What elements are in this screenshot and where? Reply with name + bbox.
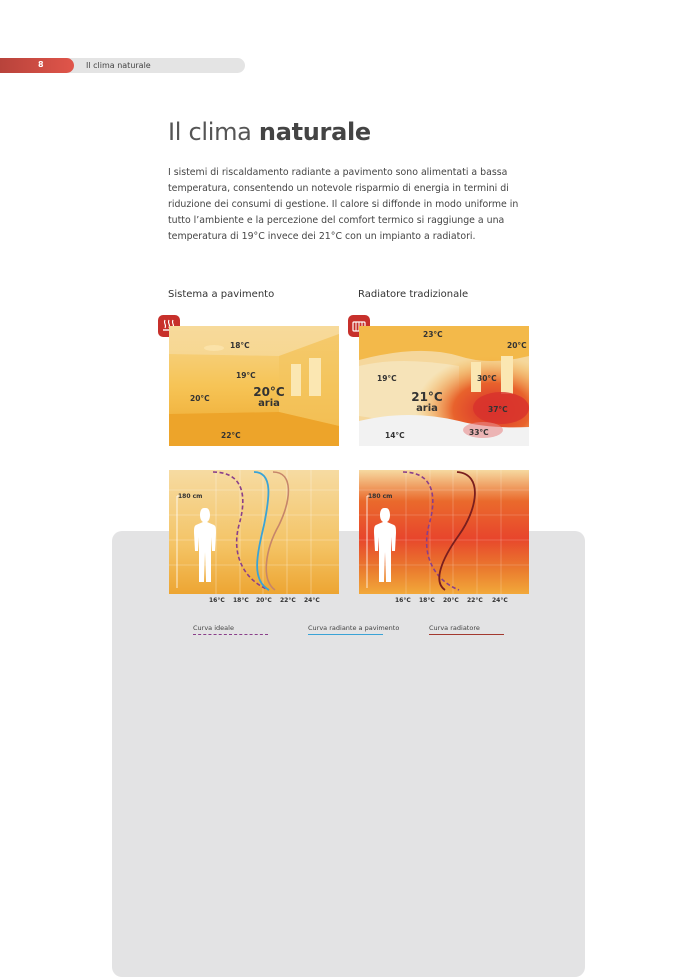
temp-label-corner-r: 20°C xyxy=(507,341,527,350)
radiator-curve-chart xyxy=(359,470,529,594)
air-temp-right xyxy=(402,391,452,415)
temp-label-ceiling: 18°C xyxy=(230,341,250,350)
subtitle-radiator: Radiatore tradizionale xyxy=(358,289,469,300)
intro-paragraph: I sistemi di riscaldamento radiante a pavimento sono alimentati a bassa temperatura, consentendo un notevole risparmio di energia in termini di riduzione dei consumi di gestione. Il calore si diffonde in modo uniforme in tutto l’ambiente e la percezione del comfort termico si raggiunge a una temperatura di 19°C invece dei 21°C con un impianto a radiatori. xyxy=(168,167,519,242)
axis-tick-right-2: 18°C xyxy=(419,597,435,604)
air-value-left: 20°C xyxy=(253,385,285,399)
air-value-right: 21°C xyxy=(411,390,443,404)
height-label-left: 180 cm xyxy=(178,493,203,500)
radiator-room-diagram xyxy=(359,326,529,446)
temp-label-radiator-r: 37°C xyxy=(488,405,508,414)
title-bold: naturale xyxy=(258,118,371,146)
axis-tick-left-1: 16°C xyxy=(209,597,225,604)
legend-ideal-line xyxy=(193,634,268,635)
temp-label-hot-r: 30°C xyxy=(477,374,497,383)
axis-tick-left-2: 18°C xyxy=(233,597,249,604)
height-label-right: 180 cm xyxy=(368,493,393,500)
page-number: 8 xyxy=(38,60,44,69)
legend-radiator-label: Curva radiatore xyxy=(429,624,480,632)
axis-tick-right-5: 24°C xyxy=(492,597,508,604)
air-temp-left xyxy=(244,386,294,410)
page-number-badge xyxy=(0,58,74,73)
title-light: Il clima xyxy=(168,118,259,146)
axis-tick-right-3: 20°C xyxy=(443,597,459,604)
legend-floor-label: Curva radiante a pavimento xyxy=(308,624,400,632)
temp-label-floor-r: 14°C xyxy=(385,431,405,440)
axis-tick-left-5: 24°C xyxy=(304,597,320,604)
temp-label-wall: 20°C xyxy=(190,394,210,403)
air-label-left: aria xyxy=(258,398,280,409)
temp-label-mid: 19°C xyxy=(236,371,256,380)
temp-label-wall-r: 19°C xyxy=(377,374,397,383)
legend-floor-line xyxy=(308,634,383,635)
subtitle-floor-system: Sistema a pavimento xyxy=(168,289,275,300)
legend-radiator-line xyxy=(429,634,504,635)
axis-tick-right-1: 16°C xyxy=(395,597,411,604)
legend-ideal-label: Curva ideale xyxy=(193,624,234,632)
air-label-right: aria xyxy=(416,403,438,414)
temp-label-low-r: 33°C xyxy=(469,428,489,437)
floor-curve-chart xyxy=(169,470,339,594)
gray-background-panel xyxy=(112,531,585,977)
axis-tick-right-4: 22°C xyxy=(467,597,483,604)
axis-tick-left-4: 22°C xyxy=(280,597,296,604)
section-label: Il clima naturale xyxy=(86,61,151,70)
temp-label-ceiling-r: 23°C xyxy=(423,330,443,339)
temp-label-floor: 22°C xyxy=(221,431,241,440)
axis-tick-left-3: 20°C xyxy=(256,597,272,604)
page-title xyxy=(168,118,371,146)
